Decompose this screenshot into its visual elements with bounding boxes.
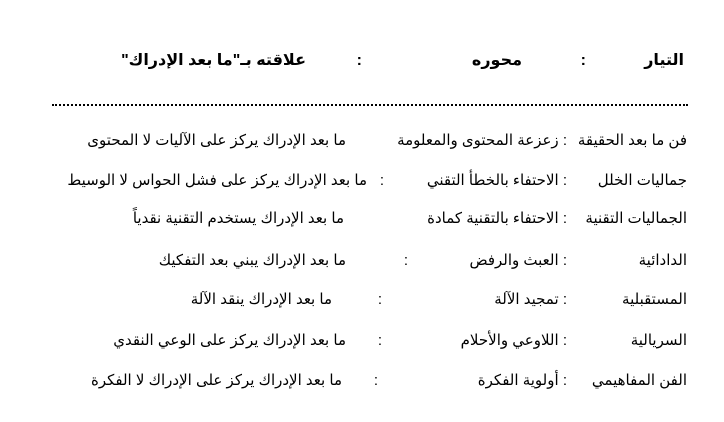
dotted-divider [52,104,688,106]
row-relation: ما بعد الإدراك يركز على الإدراك لا الفكرة [90,372,342,389]
row-separator: : [379,172,384,189]
header-separator: : [356,52,362,69]
row-relation: ما بعد الإدراك يركز على الوعي النقدي [113,332,346,349]
header-current-label: التيار [644,52,684,69]
row-relation: ما بعد الإدراك يستخدم التقنية نقدياً [132,210,344,227]
row-axis: : الاحتفاء بالخطأ التقني [426,172,567,189]
header-separator: : [580,52,586,69]
row-separator: : [403,252,408,269]
row-current: الفن المفاهيمي [591,372,687,389]
row-separator: : [377,332,382,349]
row-separator: : [373,372,378,389]
row-relation: ما بعد الإدراك ينقد الآلة [190,291,332,308]
row-axis: : الاحتفاء بالتقنية كمادة [427,210,567,227]
row-relation: ما بعد الإدراك يركز على الآليات لا المحتوى [87,132,346,149]
header-relation-label: علاقته بـ"ما بعد الإدراك" [121,52,306,69]
row-axis: : اللاوعي والأحلام [460,332,567,349]
header-axis-label: محوره [471,52,522,69]
row-current: الدادائية [638,252,687,269]
row-axis: : تمجيد الآلة [494,291,567,308]
row-axis: : أولوية الفكرة [477,372,567,389]
row-current: السريالية [630,332,687,349]
row-relation: ما بعد الإدراك يركز على فشل الحواس لا الوسيط [67,172,367,189]
row-axis: : العبث والرفض [469,252,567,269]
row-separator: : [377,291,382,308]
row-current: المستقبلية [622,291,687,308]
row-current: فن ما بعد الحقيقة [577,132,687,149]
row-relation: ما بعد الإدراك يبني بعد التفكيك [158,252,346,269]
row-current: الجماليات التقنية [585,210,687,227]
row-axis: : زعزعة المحتوى والمعلومة [397,132,567,149]
row-current: جماليات الخلل [597,172,687,189]
